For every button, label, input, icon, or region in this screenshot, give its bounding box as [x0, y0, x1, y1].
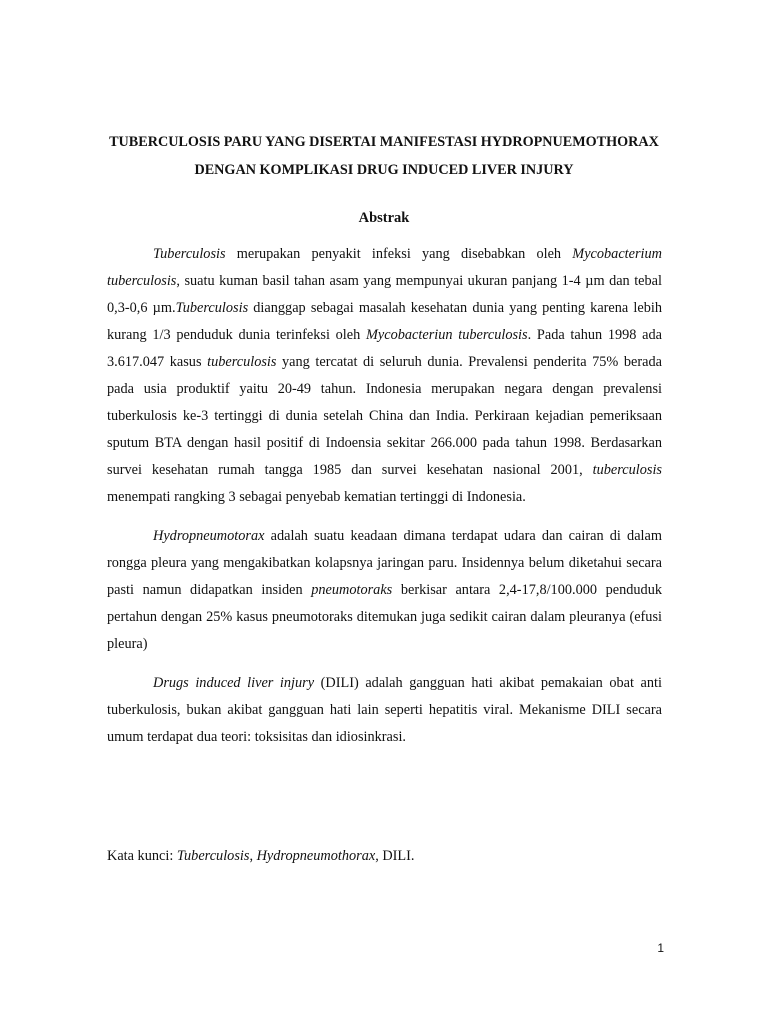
- term-tuberculosis: tuberculosis: [592, 462, 662, 478]
- term-dili: Drugs induced liver injury: [153, 675, 315, 691]
- abstract-body: [107, 241, 662, 763]
- abstract-paragraph-2: Hydropneumotorax adalah suatu keadaan dimana terdapat udara dan cairan di dalam rongga pleura yang mengakibatkan kolapsnya jaringan paru. Insidennya belum diketahui secara pasti namun didapatkan insiden pneumotoraks berkisar antara 2,4-17,8/100.000 penduduk pertahun dengan 25% kasus pneumotoraks ditemukan juga sedikit cairan dalam pleuranya (efusi pleura): [107, 528, 662, 652]
- keywords-label: Kata kunci:: [107, 848, 177, 864]
- page-number: 1: [657, 941, 664, 955]
- keyword-tuberculosis: Tuberculosis: [176, 848, 250, 864]
- abstract-heading: Abstrak: [358, 210, 410, 226]
- abstract-paragraph-1: Tuberculosis merupakan penyakit infeksi yang disebabkan oleh Mycobacterium tuberculosis, suatu kuman basil tahan asam yang mempunyai ukuran panjang 1-4 µm dan tebal 0,3-0,6 µm.Tuberculosis dianggap sebagai masalah kesehatan dunia yang penting karena lebih kurang 1/3 penduduk dunia terinfeksi oleh Mycobacteriun tuberculosis. Pada tahun 1998 ada 3.617.047 kasus tuberculosis yang tercatat di seluruh dunia. Prevalensi penderita 75% berada pada usia produktif yaitu 20-49 tahun. Indonesia merupakan negara dengan prevalensi tuberkulosis ke-3 tertinggi di dunia setelah China dan India. Perkiraan kejadian pemeriksaan sputum BTA dengan hasil positif di Indoensia sekitar 266.000 pada tahun 1998. Berdasarkan survei kesehatan rumah tangga 1985 dan survei kesehatan nasional 2001, tuberculosis menempati rangking 3 sebagai penyebab kematian tertinggi di Indonesia.: [107, 246, 663, 505]
- term-mycobacterium: Mycobacterium tuberculosis: [107, 246, 662, 289]
- term-tuberculosis: Tuberculosis: [153, 246, 226, 262]
- document-title: [60, 128, 708, 184]
- term-mycobacteriun: Mycobacteriun tuberculosis: [365, 327, 528, 343]
- keyword-hydropneumothorax: Hydropneumothorax: [256, 848, 376, 864]
- term-tuberculosis: Tuberculosis: [175, 300, 249, 316]
- title-line-2: DENGAN KOMPLIKASI DRUG INDUCED LIVER INJURY: [194, 162, 574, 178]
- keywords-line: Kata kunci: Tuberculosis, Hydropneumothorax, DILI.: [107, 848, 415, 864]
- title-line-1: TUBERCULOSIS PARU YANG DISERTAI MANIFESTASI HYDROPNUEMOTHORAX: [109, 134, 659, 150]
- term-pneumotoraks: pneumotoraks: [311, 582, 393, 598]
- term-hydropneumotorax: Hydropneumotorax: [153, 528, 265, 544]
- abstract-paragraph-3: Drugs induced liver injury (DILI) adalah gangguan hati akibat pemakaian obat anti tuberkulosis, bukan akibat gangguan hati lain seperti hepatitis viral. Mekanisme DILI secara umum terdapat dua teori: toksisitas dan idiosinkrasi.: [107, 675, 662, 745]
- term-tuberculosis: tuberculosis: [207, 354, 277, 370]
